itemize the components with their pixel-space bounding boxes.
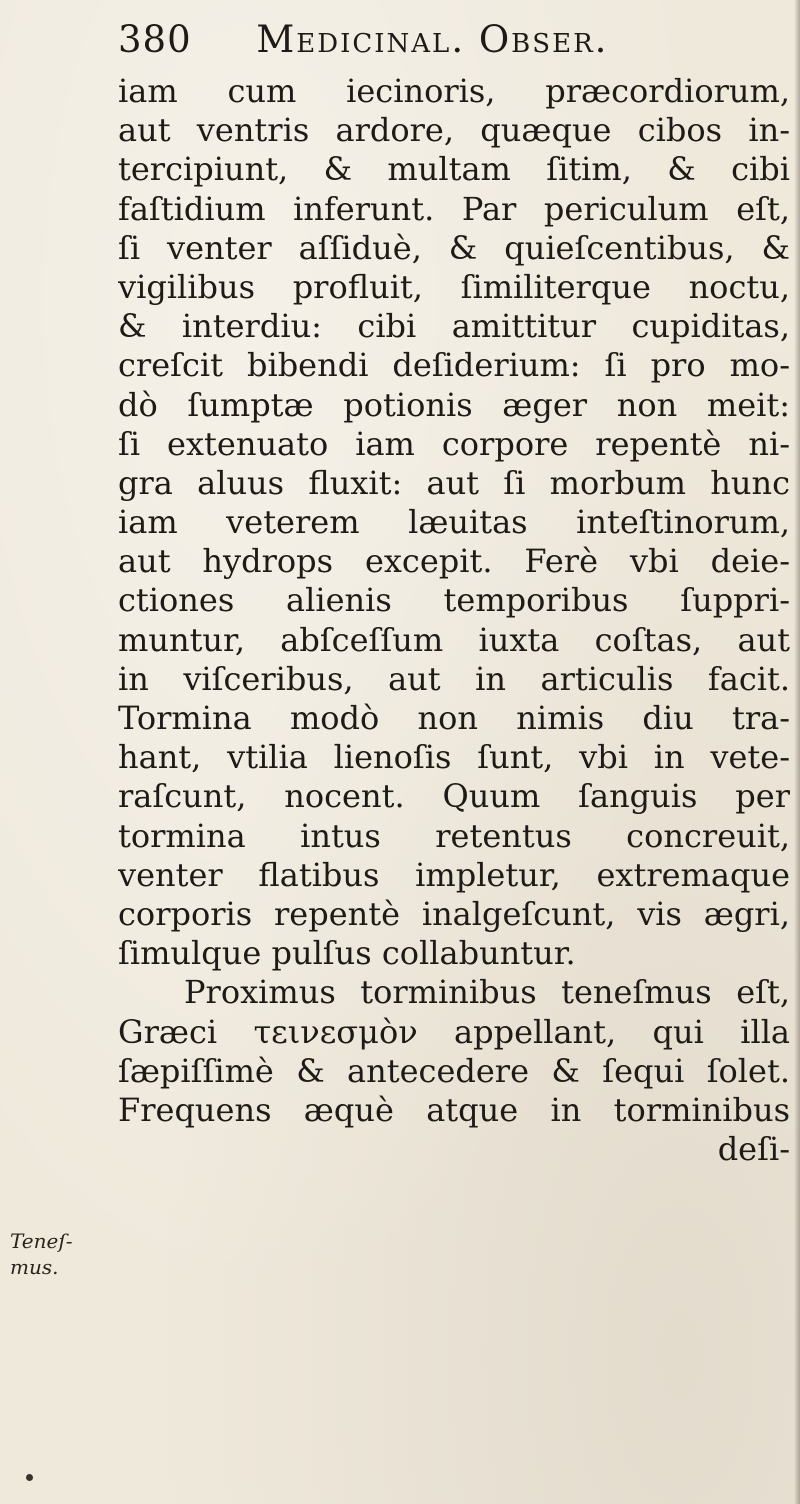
text-line: vigilibus profluit, ſimiliterque noctu, bbox=[118, 267, 790, 306]
text-line: hant, vtilia lienoſis ſunt, vbi in vete- bbox=[118, 738, 790, 777]
text-line: dò ſumptæ potionis æger non meit: bbox=[118, 385, 790, 424]
text-line: muntur, abſceſſum iuxta coſtas, aut bbox=[118, 620, 790, 659]
text-line: & interdiu: cibi amittitur cupiditas, bbox=[118, 307, 790, 346]
text-line: aut ventris ardore, quæque cibos in- bbox=[118, 111, 790, 150]
text-line: ſæpiſſimè & antecedere & ſequi ſolet. bbox=[118, 1051, 790, 1090]
text-line: tormina intus retentus concreuit, bbox=[118, 816, 790, 855]
text-line: creſcit bibendi deſiderium: ſi pro mo- bbox=[118, 346, 790, 385]
text-line: venter flatibus impletur, extremaque bbox=[118, 855, 790, 894]
marginal-note-line: Teneſ- bbox=[10, 1229, 73, 1253]
text-line: aut hydrops excepit. Ferè vbi deie- bbox=[118, 542, 790, 581]
text-line: ctiones alienis temporibus ſuppri- bbox=[118, 581, 790, 620]
text-line-paragraph-start: Proximus torminibus teneſmus eſt, bbox=[184, 973, 790, 1012]
text-line: ſimulque pulſus collabuntur. bbox=[118, 934, 576, 973]
ink-speck bbox=[26, 1474, 33, 1481]
text-line: corporis repentè inalgeſcunt, vis ægri, bbox=[118, 894, 790, 933]
text-line: Frequens æquè atque in torminibus bbox=[118, 1090, 790, 1129]
body-text bbox=[118, 72, 790, 1169]
page-number: 380 bbox=[118, 18, 192, 61]
text-line: raſcunt, nocent. Quum ſanguis per bbox=[118, 777, 790, 816]
marginal-note-line: mus. bbox=[10, 1255, 59, 1279]
text-line: Græci τεινεσμὸν appellant, qui illa bbox=[118, 1012, 790, 1051]
catchword: deſi- bbox=[717, 1130, 790, 1169]
text-line: ſi venter aſſiduè, & quieſcentibus, & bbox=[118, 228, 790, 267]
text-line: iam veterem læuitas inteſtinorum, bbox=[118, 503, 790, 542]
page-edge-shadow bbox=[794, 0, 800, 1504]
text-line: in viſceribus, aut in articulis facit. bbox=[118, 659, 790, 698]
text-line: gra aluus fluxit: aut ſi morbum hunc bbox=[118, 463, 790, 502]
marginal-note bbox=[10, 1228, 110, 1280]
text-line: ſi extenuato iam corpore repentè ni- bbox=[118, 424, 790, 463]
running-title: Medicinal. Obser. bbox=[256, 18, 609, 61]
text-line: tercipiunt, & multam ſitim, & cibi bbox=[118, 150, 790, 189]
page-header bbox=[118, 18, 608, 61]
text-line: Tormina modò non nimis diu tra- bbox=[118, 699, 790, 737]
text-line: faſtidium inferunt. Par periculum eſt, bbox=[118, 189, 790, 228]
text-line: iam cum iecinoris, præcordiorum, bbox=[118, 72, 790, 110]
